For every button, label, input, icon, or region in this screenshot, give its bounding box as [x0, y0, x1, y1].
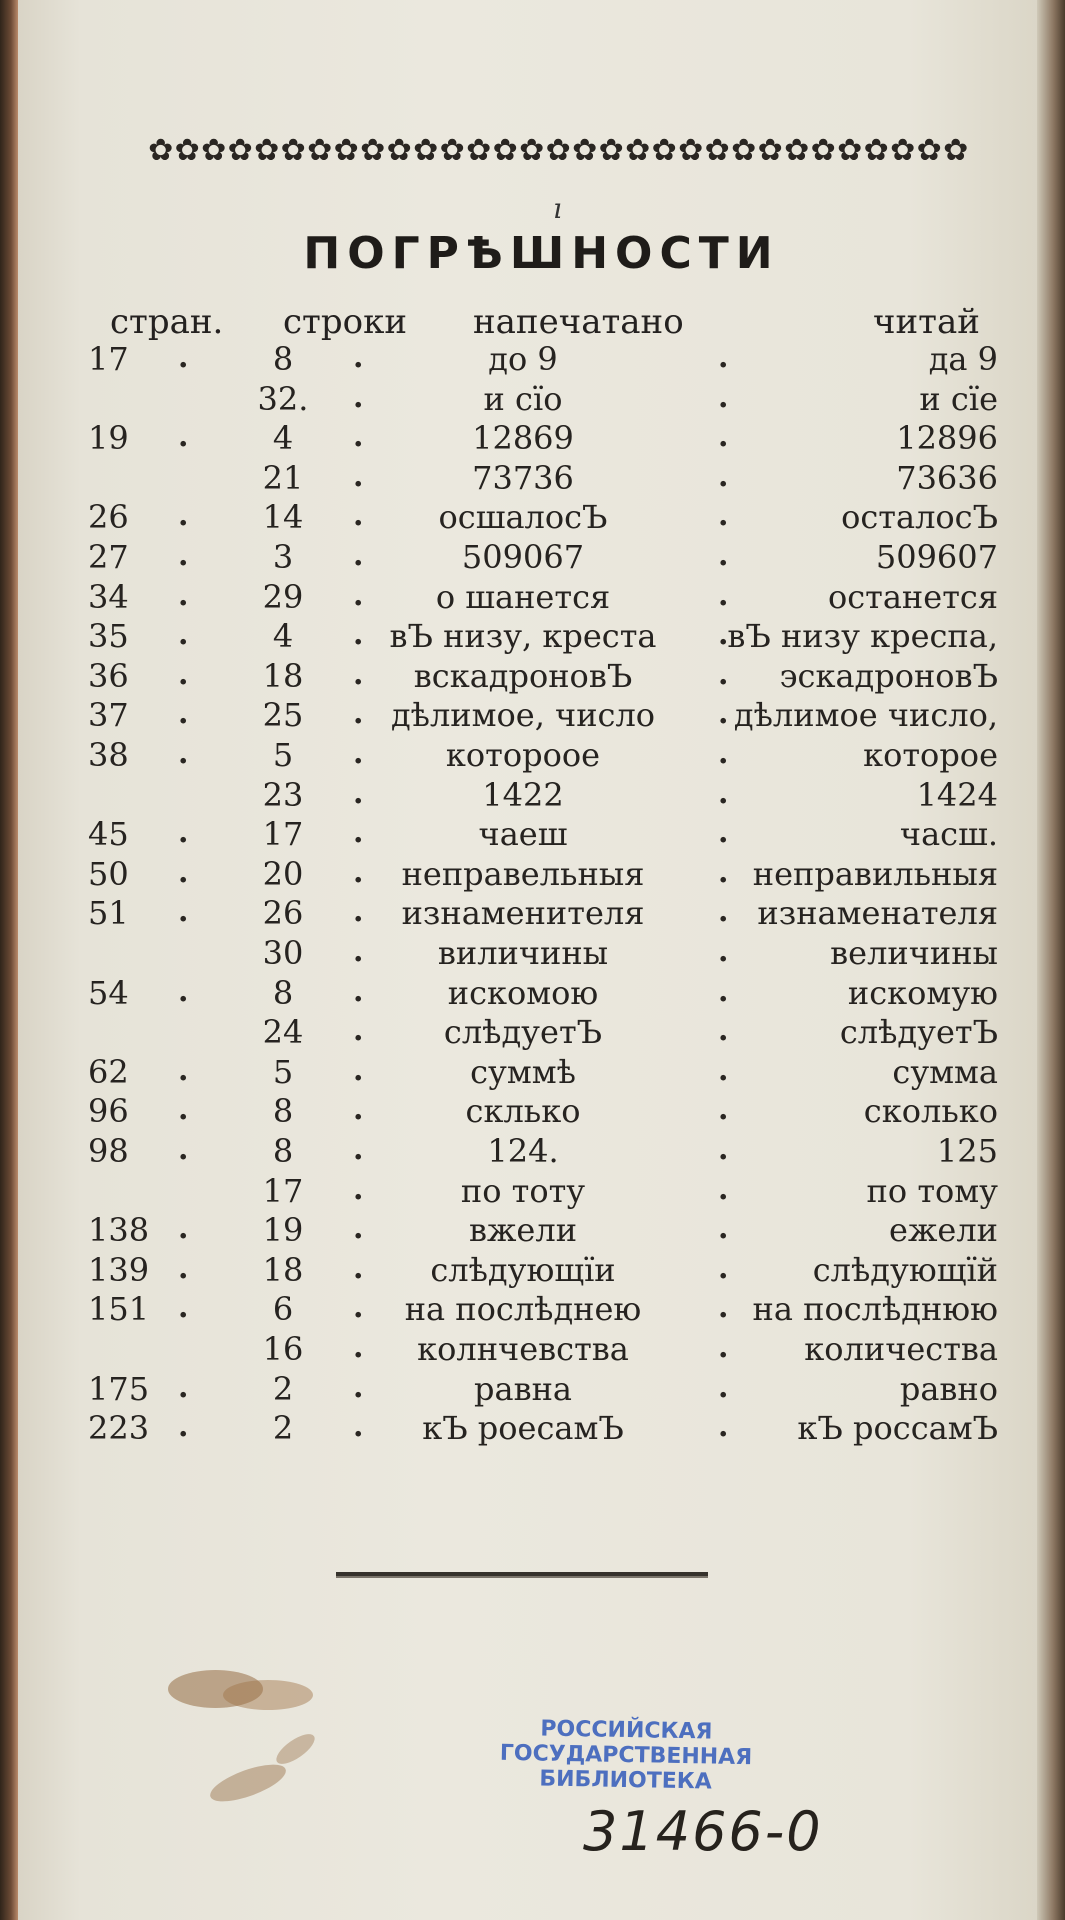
line-number-cell: 30: [262, 934, 304, 972]
book-spine-edge: [0, 0, 18, 1920]
line-number-cell: 2: [272, 1409, 294, 1448]
page-number-cell: 19: [88, 419, 129, 458]
decorative-ornament-border: ✿✿✿✿✿✿✿✿✿✿✿✿✿✿✿✿✿✿✿✿✿✿✿✿✿✿✿✿✿✿✿: [148, 133, 970, 168]
ink-stain: [206, 1757, 290, 1809]
library-stamp: [495, 1716, 756, 1796]
correction-text-cell: останется: [827, 577, 998, 616]
correction-text-cell: равно: [899, 1369, 998, 1408]
leader-dot: .: [353, 1052, 364, 1088]
errata-row: [18, 1409, 1065, 1449]
leader-dot: .: [353, 1369, 364, 1405]
printed-text-cell: искомою: [447, 973, 599, 1012]
leader-dot: .: [178, 854, 189, 890]
leader-dot: .: [718, 419, 729, 455]
printed-text-cell: осшалосЪ: [438, 498, 608, 537]
leader-dot: .: [353, 379, 364, 415]
printed-text-cell: 124.: [487, 1132, 559, 1170]
page-number-cell: 27: [88, 538, 129, 576]
leader-dot: .: [718, 1250, 729, 1286]
leader-dot: .: [178, 1290, 189, 1326]
errata-row: [18, 657, 1065, 697]
correction-text-cell: осталосЪ: [841, 498, 998, 537]
printed-text-cell: 12869: [472, 419, 574, 458]
leader-dot: .: [718, 1290, 729, 1326]
printed-text-cell: суммѣ: [470, 1052, 576, 1091]
leader-dot: .: [718, 340, 729, 375]
errata-row: [18, 855, 1065, 895]
leader-dot: .: [718, 617, 729, 653]
printed-text-cell: 73736: [472, 458, 574, 497]
correction-text-cell: сколько: [863, 1092, 998, 1131]
correction-text-cell: неправильныя: [752, 854, 998, 893]
leader-dot: .: [718, 577, 729, 613]
leader-dot: .: [178, 1409, 189, 1445]
page-number-cell: 175: [88, 1369, 150, 1408]
correction-text-cell: слѣдуетЪ: [839, 1013, 998, 1052]
printed-text-cell: вЪ низу, креста: [389, 617, 657, 656]
page-number-cell: 151: [88, 1290, 150, 1329]
correction-text-cell: 1424: [916, 775, 998, 814]
errata-row: [18, 1251, 1065, 1291]
leader-dot: .: [718, 379, 729, 415]
leader-dot: .: [718, 1330, 729, 1365]
page-number-cell: 54: [88, 973, 129, 1012]
page-number-cell: 17: [88, 340, 129, 378]
leader-dot: .: [178, 617, 189, 653]
printed-text-cell: по тоту: [460, 1171, 586, 1210]
errata-row: [18, 894, 1065, 934]
errata-row: [18, 459, 1065, 499]
line-number-cell: 21: [262, 458, 304, 497]
leader-dot: .: [178, 498, 189, 534]
leader-dot: .: [718, 1211, 729, 1247]
line-number-cell: 26: [262, 894, 304, 933]
page-number-cell: 36: [88, 656, 129, 695]
errata-row: [18, 340, 1065, 380]
leader-dot: .: [718, 1092, 729, 1128]
leader-dot: .: [718, 656, 729, 692]
printed-text-cell: котороое: [445, 736, 601, 774]
line-number-cell: 8: [272, 340, 294, 378]
page-number-cell: 37: [88, 696, 129, 735]
errata-row: [18, 617, 1065, 657]
printed-text-cell: равна: [474, 1369, 572, 1408]
leader-dot: .: [178, 538, 189, 573]
correction-text-cell: и сїе: [919, 379, 998, 418]
errata-row: [18, 1172, 1065, 1212]
line-number-cell: 25: [262, 696, 304, 735]
leader-dot: .: [718, 1052, 729, 1088]
printed-text-cell: на послѣднею: [404, 1290, 642, 1329]
page-number-cell: 45: [88, 815, 129, 854]
correction-text-cell: дѣлимое число,: [733, 696, 998, 735]
page-number-cell: 139: [88, 1250, 150, 1289]
line-number-cell: 17: [262, 1171, 304, 1210]
leader-dot: .: [353, 894, 364, 930]
page-number-cell: 223: [88, 1409, 150, 1448]
errata-row: [18, 538, 1065, 578]
page-number-cell: 62: [88, 1052, 129, 1091]
leader-dot: .: [718, 696, 729, 732]
line-number-cell: 24: [262, 1013, 304, 1052]
line-number-cell: 8: [272, 973, 294, 1012]
printed-text-cell: 509067: [461, 538, 585, 576]
page-mark: ı: [553, 192, 562, 225]
printed-text-cell: склько: [465, 1092, 581, 1131]
leader-dot: .: [178, 656, 189, 692]
leader-dot: .: [718, 498, 729, 534]
line-number-cell: 2: [272, 1369, 294, 1408]
leader-dot: .: [718, 1013, 729, 1049]
errata-row: [18, 498, 1065, 538]
printed-text-cell: слѣдующїи: [430, 1250, 616, 1289]
errata-row: [18, 1013, 1065, 1053]
leader-dot: .: [353, 498, 364, 534]
leader-dot: .: [353, 854, 364, 890]
errata-row: [18, 1370, 1065, 1410]
leader-dot: .: [353, 1171, 364, 1207]
leader-dot: .: [353, 538, 364, 573]
leader-dot: .: [718, 538, 729, 573]
leader-dot: .: [178, 1369, 189, 1405]
page-number-cell: 26: [88, 498, 129, 537]
line-number-cell: 23: [262, 775, 304, 814]
correction-text-cell: кЪ россамЪ: [797, 1409, 998, 1448]
printed-text-cell: колнчевства: [417, 1330, 629, 1368]
leader-dot: .: [353, 973, 364, 1009]
line-number-cell: 20: [262, 854, 304, 893]
errata-row: [18, 736, 1065, 776]
line-number-cell: 4: [272, 419, 294, 458]
errata-row: [18, 1053, 1065, 1093]
leader-dot: .: [718, 815, 729, 851]
correction-text-cell: 125: [936, 1132, 998, 1170]
leader-dot: .: [353, 1013, 364, 1049]
leader-dot: .: [718, 894, 729, 930]
correction-text-cell: вЪ низу креспа,: [727, 617, 998, 656]
errata-row: [18, 934, 1065, 974]
errata-row: [18, 696, 1065, 736]
leader-dot: .: [718, 934, 729, 969]
printed-text-cell: вжели: [468, 1211, 578, 1250]
leader-dot: .: [353, 775, 364, 811]
leader-dot: .: [353, 1250, 364, 1286]
column-header-page: стран.: [110, 302, 224, 342]
column-header-line: строки: [283, 302, 407, 342]
page-number-cell: 96: [88, 1092, 129, 1131]
correction-text-cell: на послѣднюю: [752, 1290, 998, 1329]
correction-text-cell: которое: [863, 736, 998, 774]
leader-dot: .: [178, 736, 189, 771]
errata-page: [18, 0, 1065, 1920]
page-number-cell: 38: [88, 736, 129, 774]
page-title: ПОГРѢШНОСТИ: [303, 228, 780, 279]
leader-dot: .: [353, 1092, 364, 1128]
leader-dot: .: [353, 617, 364, 653]
line-number-cell: 29: [262, 577, 304, 616]
line-number-cell: 32.: [257, 379, 309, 418]
leader-dot: .: [718, 1132, 729, 1167]
line-number-cell: 6: [272, 1290, 294, 1329]
leader-dot: .: [353, 419, 364, 455]
stamp-line: ГОСУДАРСТВЕННАЯ: [499, 1740, 753, 1771]
leader-dot: .: [353, 577, 364, 613]
line-number-cell: 14: [262, 498, 304, 537]
leader-dot: .: [718, 458, 729, 494]
correction-text-cell: да 9: [928, 340, 998, 378]
page-number-cell: 138: [88, 1211, 150, 1250]
correction-text-cell: сумма: [892, 1052, 998, 1091]
leader-dot: .: [353, 736, 364, 771]
leader-dot: .: [178, 1052, 189, 1088]
errata-row: [18, 1092, 1065, 1132]
errata-row: [18, 380, 1065, 420]
errata-row: [18, 1330, 1065, 1370]
printed-text-cell: до 9: [488, 340, 558, 378]
column-header-read: читай: [873, 302, 980, 342]
correction-text-cell: величины: [830, 934, 998, 972]
line-number-cell: 5: [272, 736, 294, 774]
column-header-printed: напечатано: [473, 302, 684, 342]
page-number-cell: 35: [88, 617, 129, 656]
leader-dot: .: [718, 973, 729, 1009]
printed-text-cell: 1422: [482, 775, 564, 814]
printed-text-cell: о шанется: [435, 577, 611, 616]
printed-text-cell: изнаменителя: [401, 894, 645, 933]
leader-dot: .: [718, 1409, 729, 1445]
line-number-cell: 3: [272, 538, 294, 576]
leader-dot: .: [353, 1330, 364, 1365]
page-number-cell: 98: [88, 1132, 129, 1170]
leader-dot: .: [718, 775, 729, 811]
correction-text-cell: изнаменателя: [757, 894, 998, 933]
leader-dot: .: [353, 656, 364, 692]
correction-text-cell: эскадроновЪ: [779, 656, 998, 695]
errata-row: [18, 1132, 1065, 1172]
line-number-cell: 18: [262, 1250, 304, 1289]
page-number-cell: 51: [88, 894, 129, 933]
errata-row: [18, 1211, 1065, 1251]
line-number-cell: 4: [272, 617, 294, 656]
leader-dot: .: [718, 854, 729, 890]
errata-row: [18, 815, 1065, 855]
leader-dot: .: [178, 815, 189, 851]
page-number-cell: 34: [88, 577, 129, 616]
leader-dot: .: [353, 815, 364, 851]
page-right-edge: [1037, 0, 1065, 1920]
leader-dot: .: [178, 696, 189, 732]
line-number-cell: 19: [262, 1211, 304, 1250]
leader-dot: .: [353, 340, 364, 375]
correction-text-cell: 509607: [875, 538, 998, 576]
leader-dot: .: [353, 934, 364, 969]
line-number-cell: 8: [272, 1132, 294, 1170]
line-number-cell: 8: [272, 1092, 294, 1131]
leader-dot: .: [353, 696, 364, 732]
leader-dot: .: [178, 973, 189, 1009]
printed-text-cell: кЪ роесамЪ: [422, 1409, 624, 1448]
correction-text-cell: 12896: [896, 419, 998, 458]
printed-text-cell: и сїо: [483, 379, 563, 418]
leader-dot: .: [178, 1132, 189, 1167]
bottom-rule-divider: [336, 1572, 708, 1578]
correction-text-cell: по тому: [866, 1171, 998, 1210]
errata-row: [18, 578, 1065, 618]
line-number-cell: 17: [262, 815, 304, 854]
ink-stain: [272, 1729, 319, 1770]
printed-text-cell: чаеш: [478, 815, 568, 854]
printed-text-cell: неправельныя: [401, 854, 645, 893]
leader-dot: .: [178, 419, 189, 455]
printed-text-cell: виличины: [437, 934, 609, 972]
ink-stain: [223, 1680, 313, 1710]
leader-dot: .: [353, 1290, 364, 1326]
correction-text-cell: 73636: [896, 458, 998, 497]
leader-dot: .: [718, 1171, 729, 1207]
errata-row: [18, 419, 1065, 459]
leader-dot: .: [353, 1132, 364, 1167]
catalog-number: 31466-0: [583, 1800, 823, 1863]
errata-row: [18, 1290, 1065, 1330]
leader-dot: .: [353, 458, 364, 494]
correction-text-cell: искомую: [847, 973, 998, 1012]
line-number-cell: 18: [262, 656, 304, 695]
leader-dot: .: [353, 1211, 364, 1247]
leader-dot: .: [178, 577, 189, 613]
correction-text-cell: ежели: [889, 1211, 998, 1250]
leader-dot: .: [178, 1092, 189, 1128]
leader-dot: .: [178, 1211, 189, 1247]
stamp-line: РОССИЙСКАЯ: [540, 1716, 713, 1745]
printed-text-cell: слѣдуетЪ: [443, 1013, 603, 1052]
errata-row: [18, 974, 1065, 1014]
errata-row: [18, 776, 1065, 816]
stamp-line: БИБЛИОТЕКА: [539, 1766, 712, 1795]
leader-dot: .: [178, 894, 189, 930]
page-number-cell: 50: [88, 854, 129, 893]
correction-text-cell: часш.: [899, 815, 998, 854]
correction-text-cell: количества: [804, 1330, 998, 1368]
leader-dot: .: [353, 1409, 364, 1445]
leader-dot: .: [178, 1250, 189, 1286]
leader-dot: .: [178, 340, 189, 375]
leader-dot: .: [718, 736, 729, 771]
printed-text-cell: дѣлимое, число: [390, 696, 656, 735]
line-number-cell: 5: [272, 1052, 294, 1091]
correction-text-cell: слѣдующїй: [812, 1250, 998, 1289]
printed-text-cell: вскадроновЪ: [413, 656, 633, 695]
leader-dot: .: [718, 1369, 729, 1405]
line-number-cell: 16: [262, 1330, 304, 1368]
